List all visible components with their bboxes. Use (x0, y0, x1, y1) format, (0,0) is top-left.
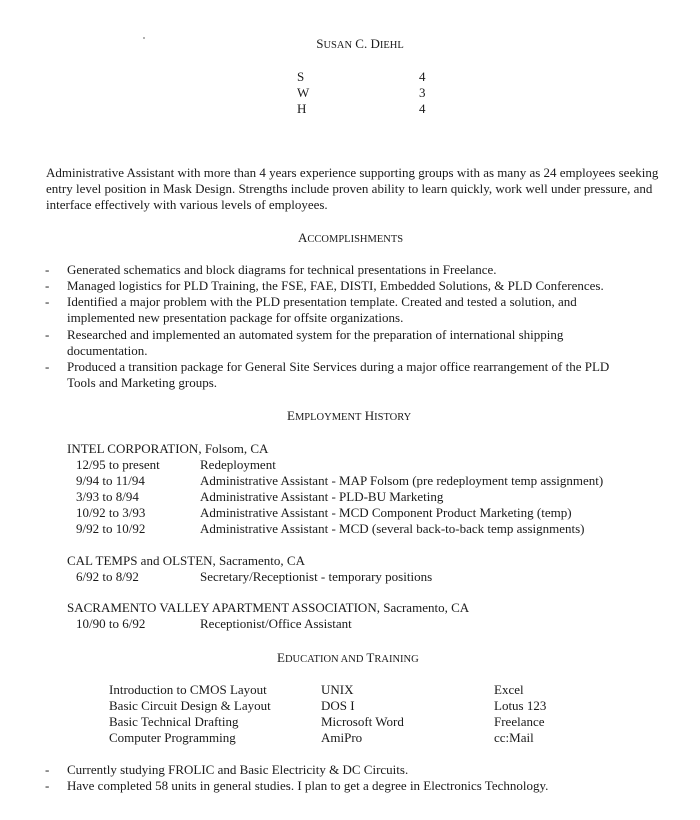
role-dates: 10/90 to 6/92 (76, 616, 146, 631)
software-item: AmiPro (321, 730, 363, 745)
education-heading: EDUCATION AND TRAINING (277, 650, 419, 665)
role-dates: 12/95 to present (76, 457, 160, 472)
role-dates: 3/93 to 8/94 (76, 489, 139, 504)
candidate-name: SUSAN C. DIEHL (316, 36, 404, 51)
role-dates: 6/92 to 8/92 (76, 569, 139, 584)
role-dates: 9/92 to 10/92 (76, 521, 146, 536)
role-title: Secretary/Receptionist - temporary positions (200, 569, 433, 584)
contact-row-work-value: 3 (419, 85, 426, 100)
employer-name: CAL TEMPS and OLSTEN, Sacramento, CA (67, 553, 305, 568)
course-item: Computer Programming (109, 730, 236, 745)
accomplishments-heading: ACCOMPLISHMENTS (298, 230, 404, 245)
accomplishment-item: Produced a transition package for General Site Services during a major office rearrangement of the PLD Tools and Marketing groups. (67, 359, 610, 390)
bullet-dash: - (45, 294, 50, 309)
accomplishment-item: Researched and implemented an automated system for the preparation of international shipping documentation. (67, 327, 564, 358)
role-title: Administrative Assistant - MAP Folsom (pre redeployment temp assignment) (200, 473, 604, 488)
software-item: cc:Mail (494, 730, 534, 745)
software-item: Excel (494, 682, 524, 697)
contact-row-street-label: S (297, 69, 305, 84)
course-item: Introduction to CMOS Layout (109, 682, 267, 697)
software-item: Lotus 123 (494, 698, 547, 713)
role-title: Administrative Assistant - MCD (several back-to-back temp assignments) (200, 521, 585, 536)
bullet-dash: - (45, 359, 50, 374)
bullet-dash: - (45, 327, 50, 342)
accomplishment-item: Managed logistics for PLD Training, the FSE, FAE, DISTI, Embedded Solutions, & PLD Conferences. (67, 278, 604, 293)
contact-row-home-label: H (297, 101, 307, 116)
accomplishment-item: Generated schematics and block diagrams for technical presentations in Freelance. (67, 262, 497, 277)
role-title: Receptionist/Office Assistant (200, 616, 352, 631)
employment-heading: EMPLOYMENT HISTORY (287, 408, 412, 423)
role-title: Administrative Assistant - MCD Component Product Marketing (temp) (200, 505, 572, 520)
contact-row-street-value: 4 (419, 69, 426, 84)
employer-name: SACRAMENTO VALLEY APARTMENT ASSOCIATION, Sacramento, CA (67, 600, 470, 615)
bullet-dash: - (45, 278, 50, 293)
role-title: Redeployment (200, 457, 276, 472)
role-title: Administrative Assistant - PLD-BU Marketing (200, 489, 444, 504)
software-item: UNIX (321, 682, 354, 697)
software-item: Microsoft Word (321, 714, 404, 729)
contact-row-work-label: W (297, 85, 310, 100)
objective-paragraph: Administrative Assistant with more than 4 years experience supporting groups with as many as 24 employees seeking entry level position in Mask Design. Strengths include proven ability to learn quickly, work well under pressure, and interface effectively with various levels of employees. (46, 165, 659, 212)
employer-name: INTEL CORPORATION, Folsom, CA (67, 441, 269, 456)
bullet-dash: - (45, 262, 50, 277)
software-item: DOS I (321, 698, 355, 713)
accomplishment-item: Identified a major problem with the PLD presentation template. Created and tested a solution, and implemented new presentation package for offsite organizations. (67, 294, 577, 325)
role-dates: 10/92 to 3/93 (76, 505, 146, 520)
bullet-dash: - (45, 762, 50, 777)
contact-row-home-value: 4 (419, 101, 426, 116)
education-note: Have completed 58 units in general studies. I plan to get a degree in Electronics Technology. (67, 778, 549, 793)
education-note: Currently studying FROLIC and Basic Electricity & DC Circuits. (67, 762, 409, 777)
course-item: Basic Circuit Design & Layout (109, 698, 271, 713)
software-item: Freelance (494, 714, 545, 729)
bullet-dash: - (45, 778, 50, 793)
role-dates: 9/94 to 11/94 (76, 473, 145, 488)
course-item: Basic Technical Drafting (109, 714, 239, 729)
